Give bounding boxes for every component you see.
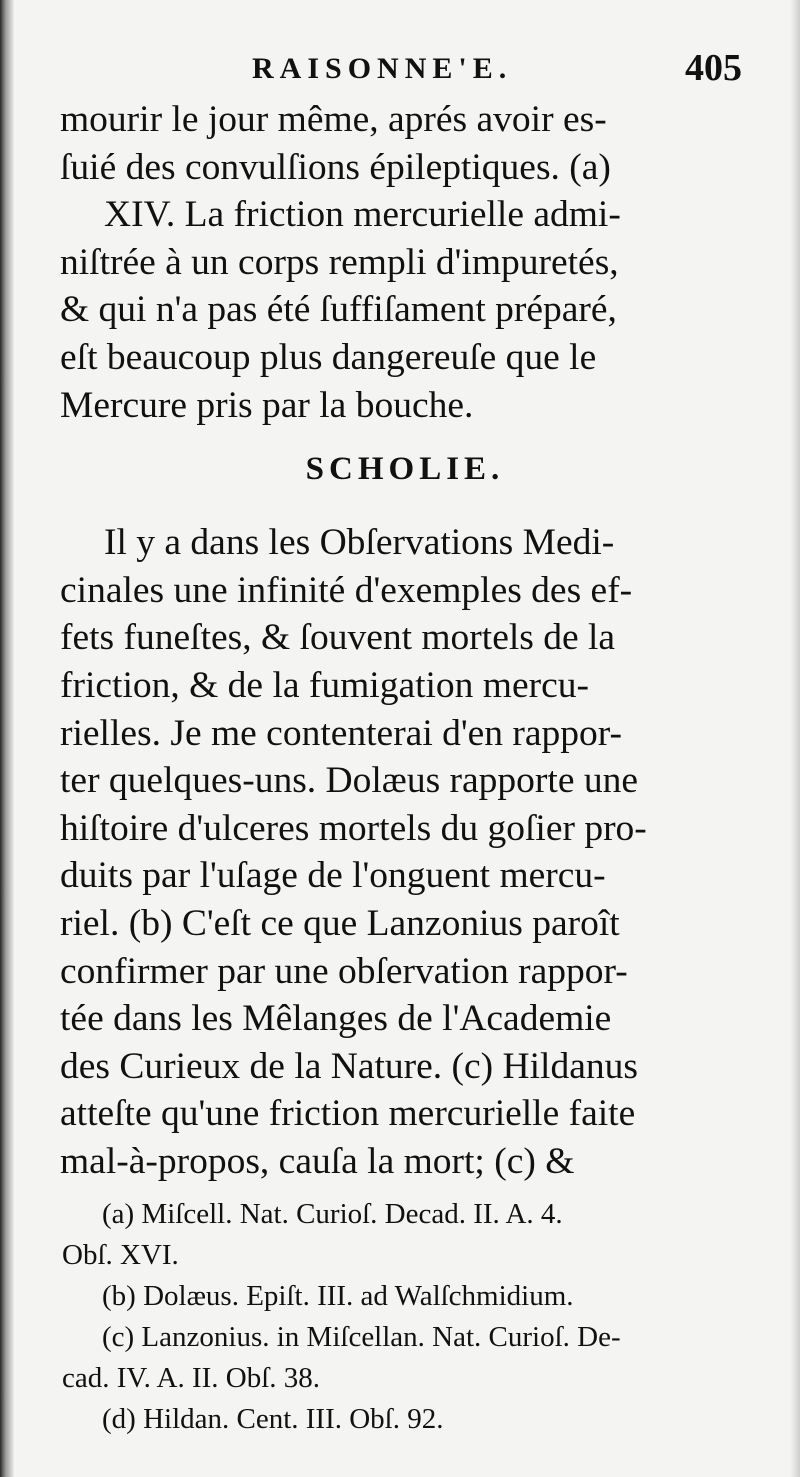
text-line: mourir le jour même, aprés avoir es-	[60, 99, 607, 140]
footnote-line: (b) Dolæus. Epiſt. III. ad Walſchmidium.	[102, 1280, 574, 1312]
footnote-line: Obſ. XVI.	[62, 1239, 179, 1271]
footnote-line: cad. IV. A. II. Obſ. 38.	[62, 1362, 321, 1394]
text-line: cinales une infinité d'exemples des ef-	[60, 569, 633, 611]
section-title: SCHOLIE.	[305, 451, 505, 488]
text-line: XIV. La friction mercurielle admi-	[104, 194, 621, 236]
footnote-line: (a) Miſcell. Nat. Curioſ. Decad. II. A. 4.	[102, 1198, 563, 1230]
page-header	[62, 46, 742, 100]
text-line: & qui n'a pas été ſuffiſament préparé,	[60, 289, 617, 331]
text-line: fets funeſtes, & ſouvent mortels de la	[60, 617, 616, 659]
text-line: confirmer par une obſervation rappor-	[60, 950, 628, 992]
main-text	[60, 96, 750, 1185]
text-line: eſt beaucoup plus dangereuſe que le	[60, 336, 597, 378]
text-line: friction, & de la fumigation mercu-	[60, 664, 589, 706]
text-line: ter quelques-uns. Dolæus rapporte une	[60, 760, 638, 802]
text-line: tée dans les Mêlanges de l'Academie	[60, 998, 612, 1040]
text-line: duits par l'uſage de l'onguent mercu-	[60, 855, 606, 897]
text-line: ſuié des convulſions épileptiques. (a)	[60, 146, 611, 188]
text-line: Il y a dans les Obſervations Medi-	[104, 522, 615, 564]
footnotes	[62, 1194, 752, 1440]
text-line: rielles. Je me contenterai d'en rappor-	[60, 712, 623, 754]
page-number: 405	[685, 47, 742, 89]
running-title: RAISONNE'E.	[252, 52, 513, 85]
text-line: riel. (b) C'eſt ce que Lanzonius paroît	[60, 902, 620, 944]
text-line: hiſtoire d'ulceres mortels du goſier pro-	[60, 807, 647, 849]
footnote-line: (d) Hildan. Cent. III. Obſ. 92.	[102, 1403, 444, 1435]
footnote-line: (c) Lanzonius. in Miſcellan. Nat. Curioſ. De-	[102, 1321, 621, 1353]
text-line: mal-à-propos, cauſa la mort; (c) &	[60, 1140, 575, 1182]
text-line: niſtrée à un corps rempli d'impuretés,	[60, 241, 619, 283]
text-line: atteſte qu'une friction mercurielle faite	[60, 1093, 636, 1135]
text-line: Mercure pris par la bouche.	[60, 384, 474, 426]
section-gap	[60, 505, 750, 519]
text-line: des Curieux de la Nature. (c) Hildanus	[60, 1045, 638, 1087]
